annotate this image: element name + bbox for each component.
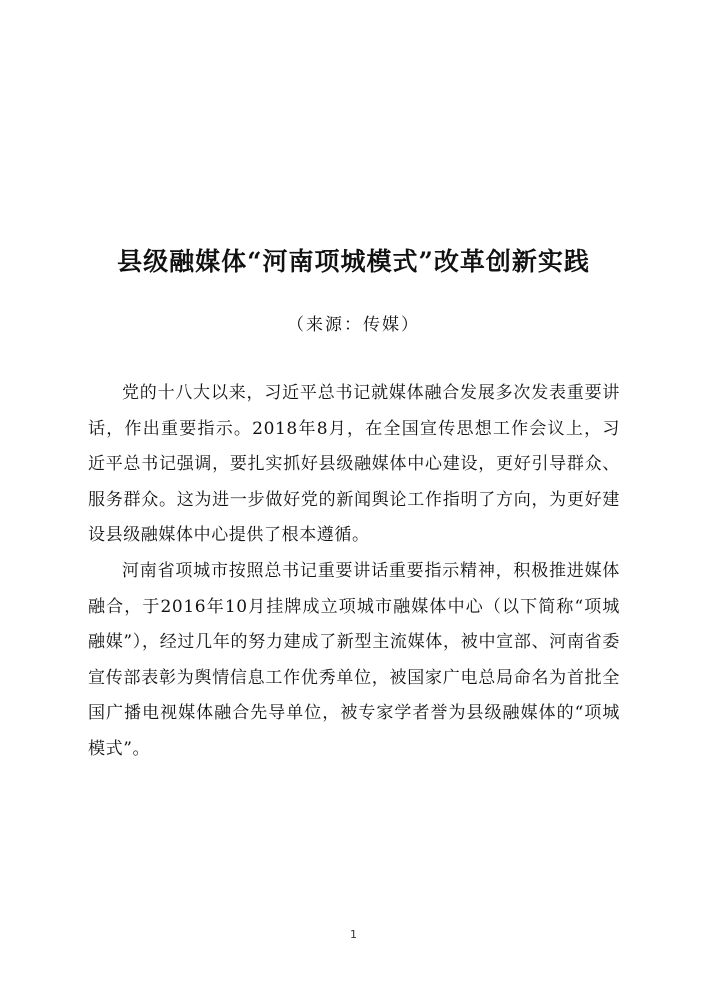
document-body <box>88 376 620 768</box>
paragraph: 河南省项城市按照总书记重要讲话重要指示精神，积极推进媒体融合，于2016年10月挂牌成立项城市融媒体中心（以下简称“项城融媒”），经过几年的努力建成了新型主流媒体，被中宣部、河南省委宣传部表彰为舆情信息工作优秀单位，被国家广电总局命名为首批全国广播电视媒体融合先导单位，被专家学者誉为县级融媒体的“项城模式”。 <box>88 560 620 759</box>
page-number: 1 <box>350 928 357 941</box>
document-source: （来源：传媒） <box>287 315 420 335</box>
document-title: 县级融媒体“河南项城模式”改革创新实践 <box>117 247 590 276</box>
paragraph: 党的十八大以来，习近平总书记就媒体融合发展多次发表重要讲话，作出重要指示。2018年8月，在全国宣传思想工作会议上，习近平总书记强调，要扎实抓好县级融媒体中心建设，更好引导群众、服务群众。这为进一步做好党的新闻舆论工作指明了方向，为更好建设县级融媒体中心提供了根本遵循。 <box>88 383 620 546</box>
